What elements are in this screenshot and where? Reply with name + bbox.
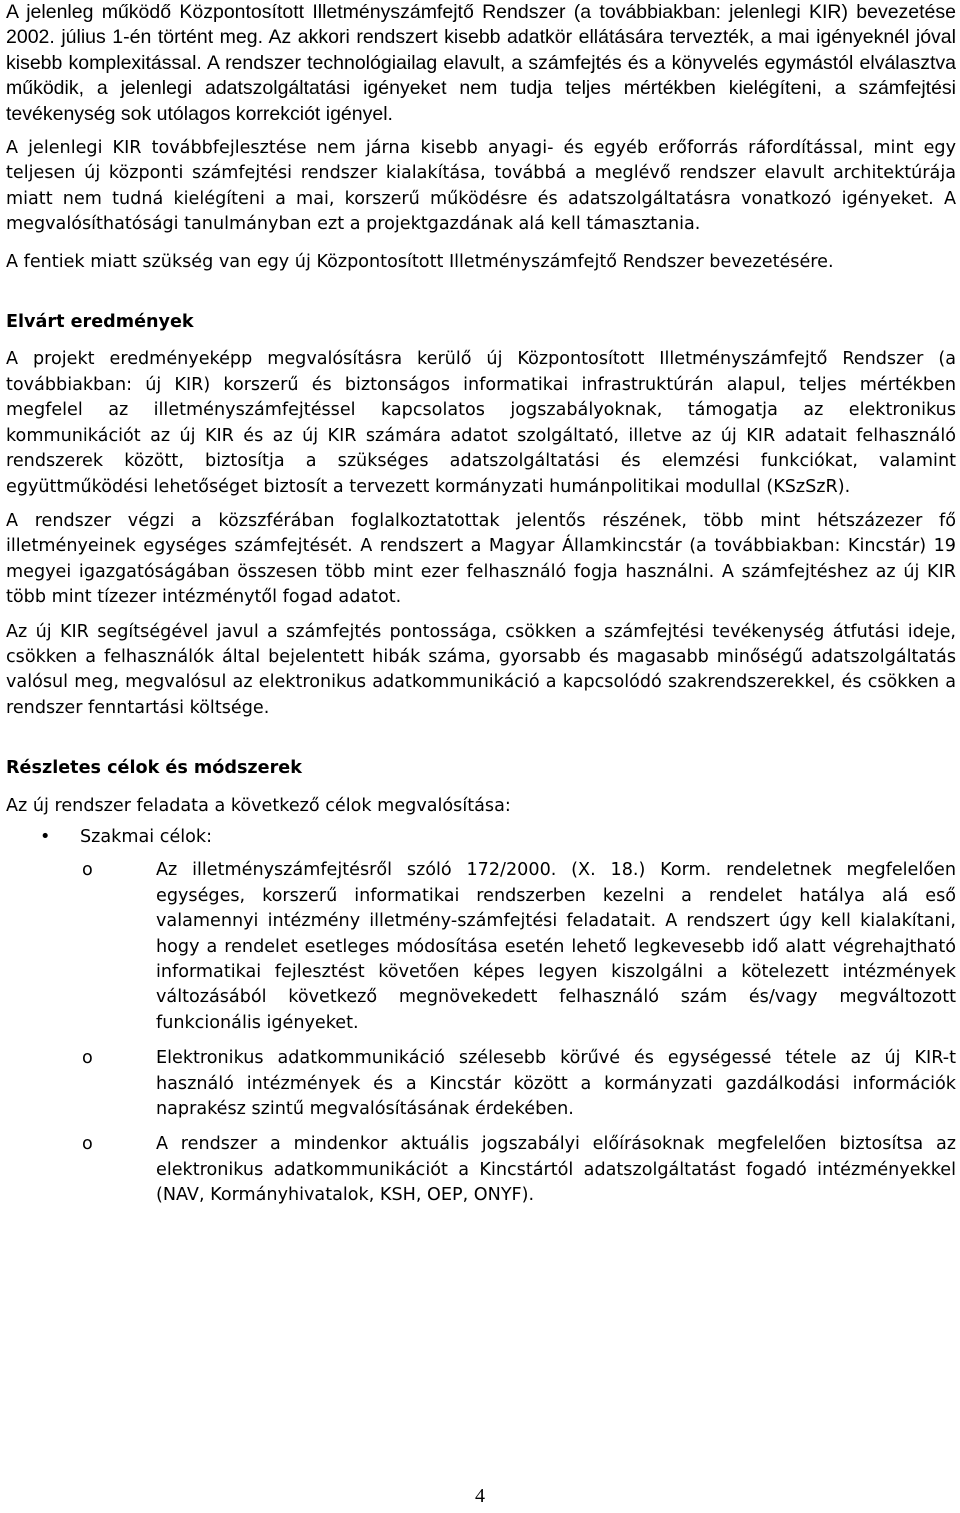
sub-item-text: Az illetményszámfejtésről szóló 172/2000. (X. 18.) Korm. rendeletnek megfelelően egységes, korszerű informatikai rendszerben kezelni a rendelet hatálya alá eső valamennyi intézmény illetmény-számfejtési feladatait. A rendszert úgy kell kialakítani, hogy a rendelet esetleges módosítása esetén lehető legkevesebb idő alatt végrehajtható informatikai fejlesztést követően képes legyen kiszolgálni a kötelezett intézmények változásából következő megnövekedett felhasználó szám és/vagy megváltozott funkcionális igényeket. [156,860,956,1033]
sub-item-text: Elektronikus adatkommunikáció szélesebb körűvé és egységessé tétele az új KIR-t használó intézmények és a Kincstár között a kormányzati gazdálkodási információk naprakész szintű megvalósításának érdekében. [156,1048,956,1120]
sub-item-text: A rendszer a mindenkor aktuális jogszabályi előírásoknak megfelelően biztosítsa az elektronikus adatkommunikációt a Kincstártól adatszolgáltatást fogadó intézményekkel (NAV, Kormányhivatalok, KSH, OEP, ONYF). [156,1134,956,1206]
list-item [82,1132,956,1208]
document-page [6,0,956,1209]
circle-bullet-icon: o [82,1048,93,1069]
circle-bullet-icon: o [82,860,93,881]
list-item [6,825,956,1209]
circle-bullet-icon: o [82,1134,93,1155]
expected-paragraph-2: A rendszer végzi a közszférában foglalkoztatottak jelentős részének, több mint hétszázezer fő illetményeinek egységes számfejtését. A rendszert a Magyar Államkincstár (a továbbiakban: Kincstár) 19 megyei igazgatóságában összesen több mint ezer felhasználó fogja használni. A számfejtéshez az új KIR több mint tízezer intézménytől fogad adatot. [6,510,956,608]
intro-paragraph-3: A fentiek miatt szükség van egy új Központosított Illetményszámfejtő Rendszer bevezetésére. [6,251,834,272]
sub-list [6,858,956,1208]
expected-paragraph-3: Az új KIR segítségével javul a számfejtés pontossága, csökken a számfejtési tevékenység átfutási ideje, csökken a felhasználók által bejelentett hibák száma, gyorsabb és magasabb minőségű adatszolgáltatás valósul meg, megvalósul az elektronikus adatkommunikáció a kapcsolódó szakrendszerekkel, és csökken a rendszer fenntartási költsége. [6,621,956,718]
page-number: 4 [475,1485,485,1507]
intro-paragraph-1: A jelenleg működő Központosított Illetményszámfejtő Rendszer (a továbbiakban: jelenlegi KIR) bevezetése 2002. július 1-én történt meg. Az akkori rendszert kisebb adatkör ellátására tervezték, a mai igényeknél jóval kisebb komplexitással. A rendszer technológiailag elavult, a számfejtés és a könyvelés egymástól elválasztva működik, a jelenlegi adatszolgáltatási igényeket nem tudja teljes mértékben kielégíteni, a számfejtési tevékenység sok utólagos korrekciót igényel. [6,1,956,125]
list-item [82,858,956,1036]
bullet-label: Szakmai célok: [80,826,213,847]
goals-list [6,825,956,1209]
detailed-intro: Az új rendszer feladata a következő célok megvalósítása: [6,795,511,816]
intro-paragraph-2: A jelenlegi KIR továbbfejlesztése nem járna kisebb anyagi- és egyéb erőforrás ráfordítással, mint egy teljesen új központi számfejtési rendszer kialakítása, továbbá a meglévő rendszer elavult architektúrája miatt nem tudná kielégíteni a mai, korszerű működésre és adatszolgáltatásra vonatkozó igényeket. A megvalósíthatósági tanulmányban ezt a projektgazdának alá kell támasztania. [6,138,956,235]
section-heading-expected-results: Elvárt eredmények [6,312,194,333]
bullet-icon: • [40,826,51,847]
list-item [82,1046,956,1122]
section-heading-detailed-goals: Részletes célok és módszerek [6,758,302,779]
expected-paragraph-1: A projekt eredményeképp megvalósításra kerülő új Központosított Illetményszámfejtő Rendszer (a továbbiakban: új KIR) korszerű és biztonságos informatikai infrastruktúrán alapul, teljes mértékben megfelel az illetményszámfejtéssel kapcsolatos jogszabályoknak, támogatja az elektronikus kommunikációt az új KIR és az új KIR számára adatot szolgáltató, illetve az új KIR adatait felhasználó rendszerek között, biztosítja a szükséges adatszolgáltatási és elemzési funkciókat, valamint együttműködési lehetőséget biztosít a tervezett kormányzati humánpolitikai modullal (KSzSzR). [6,349,956,497]
